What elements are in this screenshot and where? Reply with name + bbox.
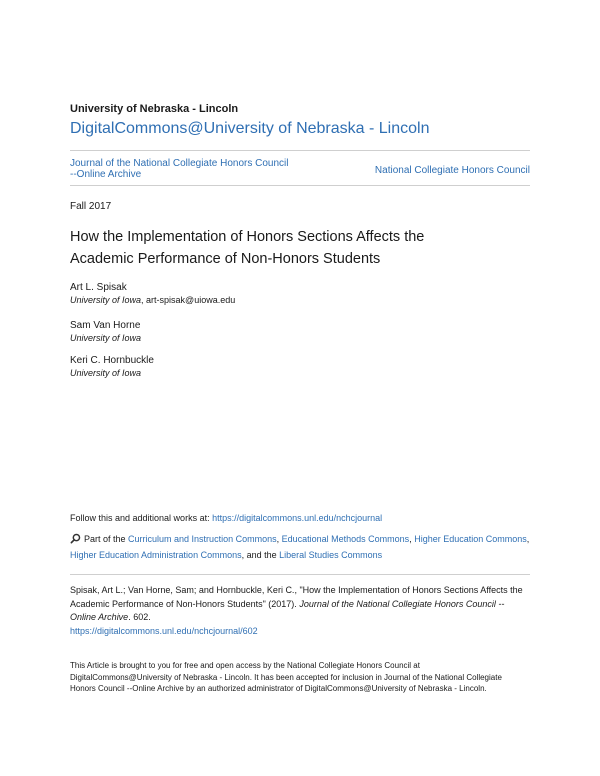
citation-divider [70, 574, 530, 575]
citation-url-link[interactable]: https://digitalcommons.unl.edu/nchcjournal/602 [70, 625, 258, 636]
commons-link-curriculum[interactable]: Curriculum and Instruction Commons [128, 534, 277, 544]
article-title: How the Implementation of Honors Sections Affects the Academic Performance of Non-Honors Students [70, 229, 425, 267]
commons-link-higher-education[interactable]: Higher Education Commons [414, 534, 527, 544]
commons-sep: , [526, 534, 530, 544]
follow-url-link[interactable]: https://digitalcommons.unl.edu/nchcjournal [212, 513, 383, 523]
commons-block [70, 531, 530, 563]
citation-suffix: . 602. [128, 612, 151, 622]
follow-line [70, 512, 530, 525]
author-affiliation: University of Iowa [70, 333, 142, 343]
commons-link-educational-methods[interactable]: Educational Methods Commons [281, 534, 410, 544]
commons-link-higher-education-admin[interactable]: Higher Education Administration Commons [70, 550, 242, 560]
author-1: Art L. Spisak University of Iowa, art-spisak@uiowa.edu [70, 282, 236, 305]
commons-prefix: Part of the [84, 534, 129, 544]
collection-divider [70, 185, 530, 186]
author-name: Sam Van Horne [70, 320, 141, 331]
citation-text: Spisak, Art L.; Van Horne, Sam; and Hornbuckle, Keri C., "How the Implementation of Honors Sections Affects the Academic Performance of Non-Honors Students" (2017). [70, 585, 523, 609]
author-3 [70, 355, 154, 378]
commons-link-liberal-studies[interactable]: Liberal Studies Commons [279, 550, 383, 560]
author-affiliation: University of Iowa [70, 295, 142, 305]
follow-prefix: Follow this and additional works at: [70, 513, 213, 523]
open-access-icon [70, 533, 81, 544]
author-affiliation: University of Iowa [70, 368, 142, 378]
author-email[interactable]: art-spisak@uiowa.edu [146, 295, 236, 305]
commons-sep: , and the [241, 550, 280, 560]
header-divider [70, 150, 530, 151]
collection-link-left[interactable]: Journal of the National Collegiate Honors Council --Online Archive [70, 158, 289, 180]
citation-block [70, 584, 530, 638]
publication-date: Fall 2017 [70, 201, 112, 212]
repository-link[interactable]: DigitalCommons@University of Nebraska - Lincoln [70, 120, 430, 137]
author-name: Keri C. Hornbuckle [70, 355, 154, 366]
access-notice: This Article is brought to you for free and open access by the National Collegiate Honors Council at DigitalCommons@University of Nebraska - Lincoln. It has been accepted for inclusion in Journal of the National Collegiate Honors Council --Online Archive by an authorized administrator of DigitalCommons@University of Nebraska - Lincoln. [70, 661, 502, 693]
author-name: Art L. Spisak [70, 282, 127, 293]
collection-link-right[interactable]: National Collegiate Honors Council [374, 165, 530, 176]
institution-name: University of Nebraska - Lincoln [70, 103, 239, 115]
author-2 [70, 320, 141, 343]
citation-journal: Journal of the National Collegiate Honors Council --Online Archive [70, 598, 505, 622]
commons-sep: , [409, 534, 415, 544]
commons-sep: , [276, 534, 282, 544]
